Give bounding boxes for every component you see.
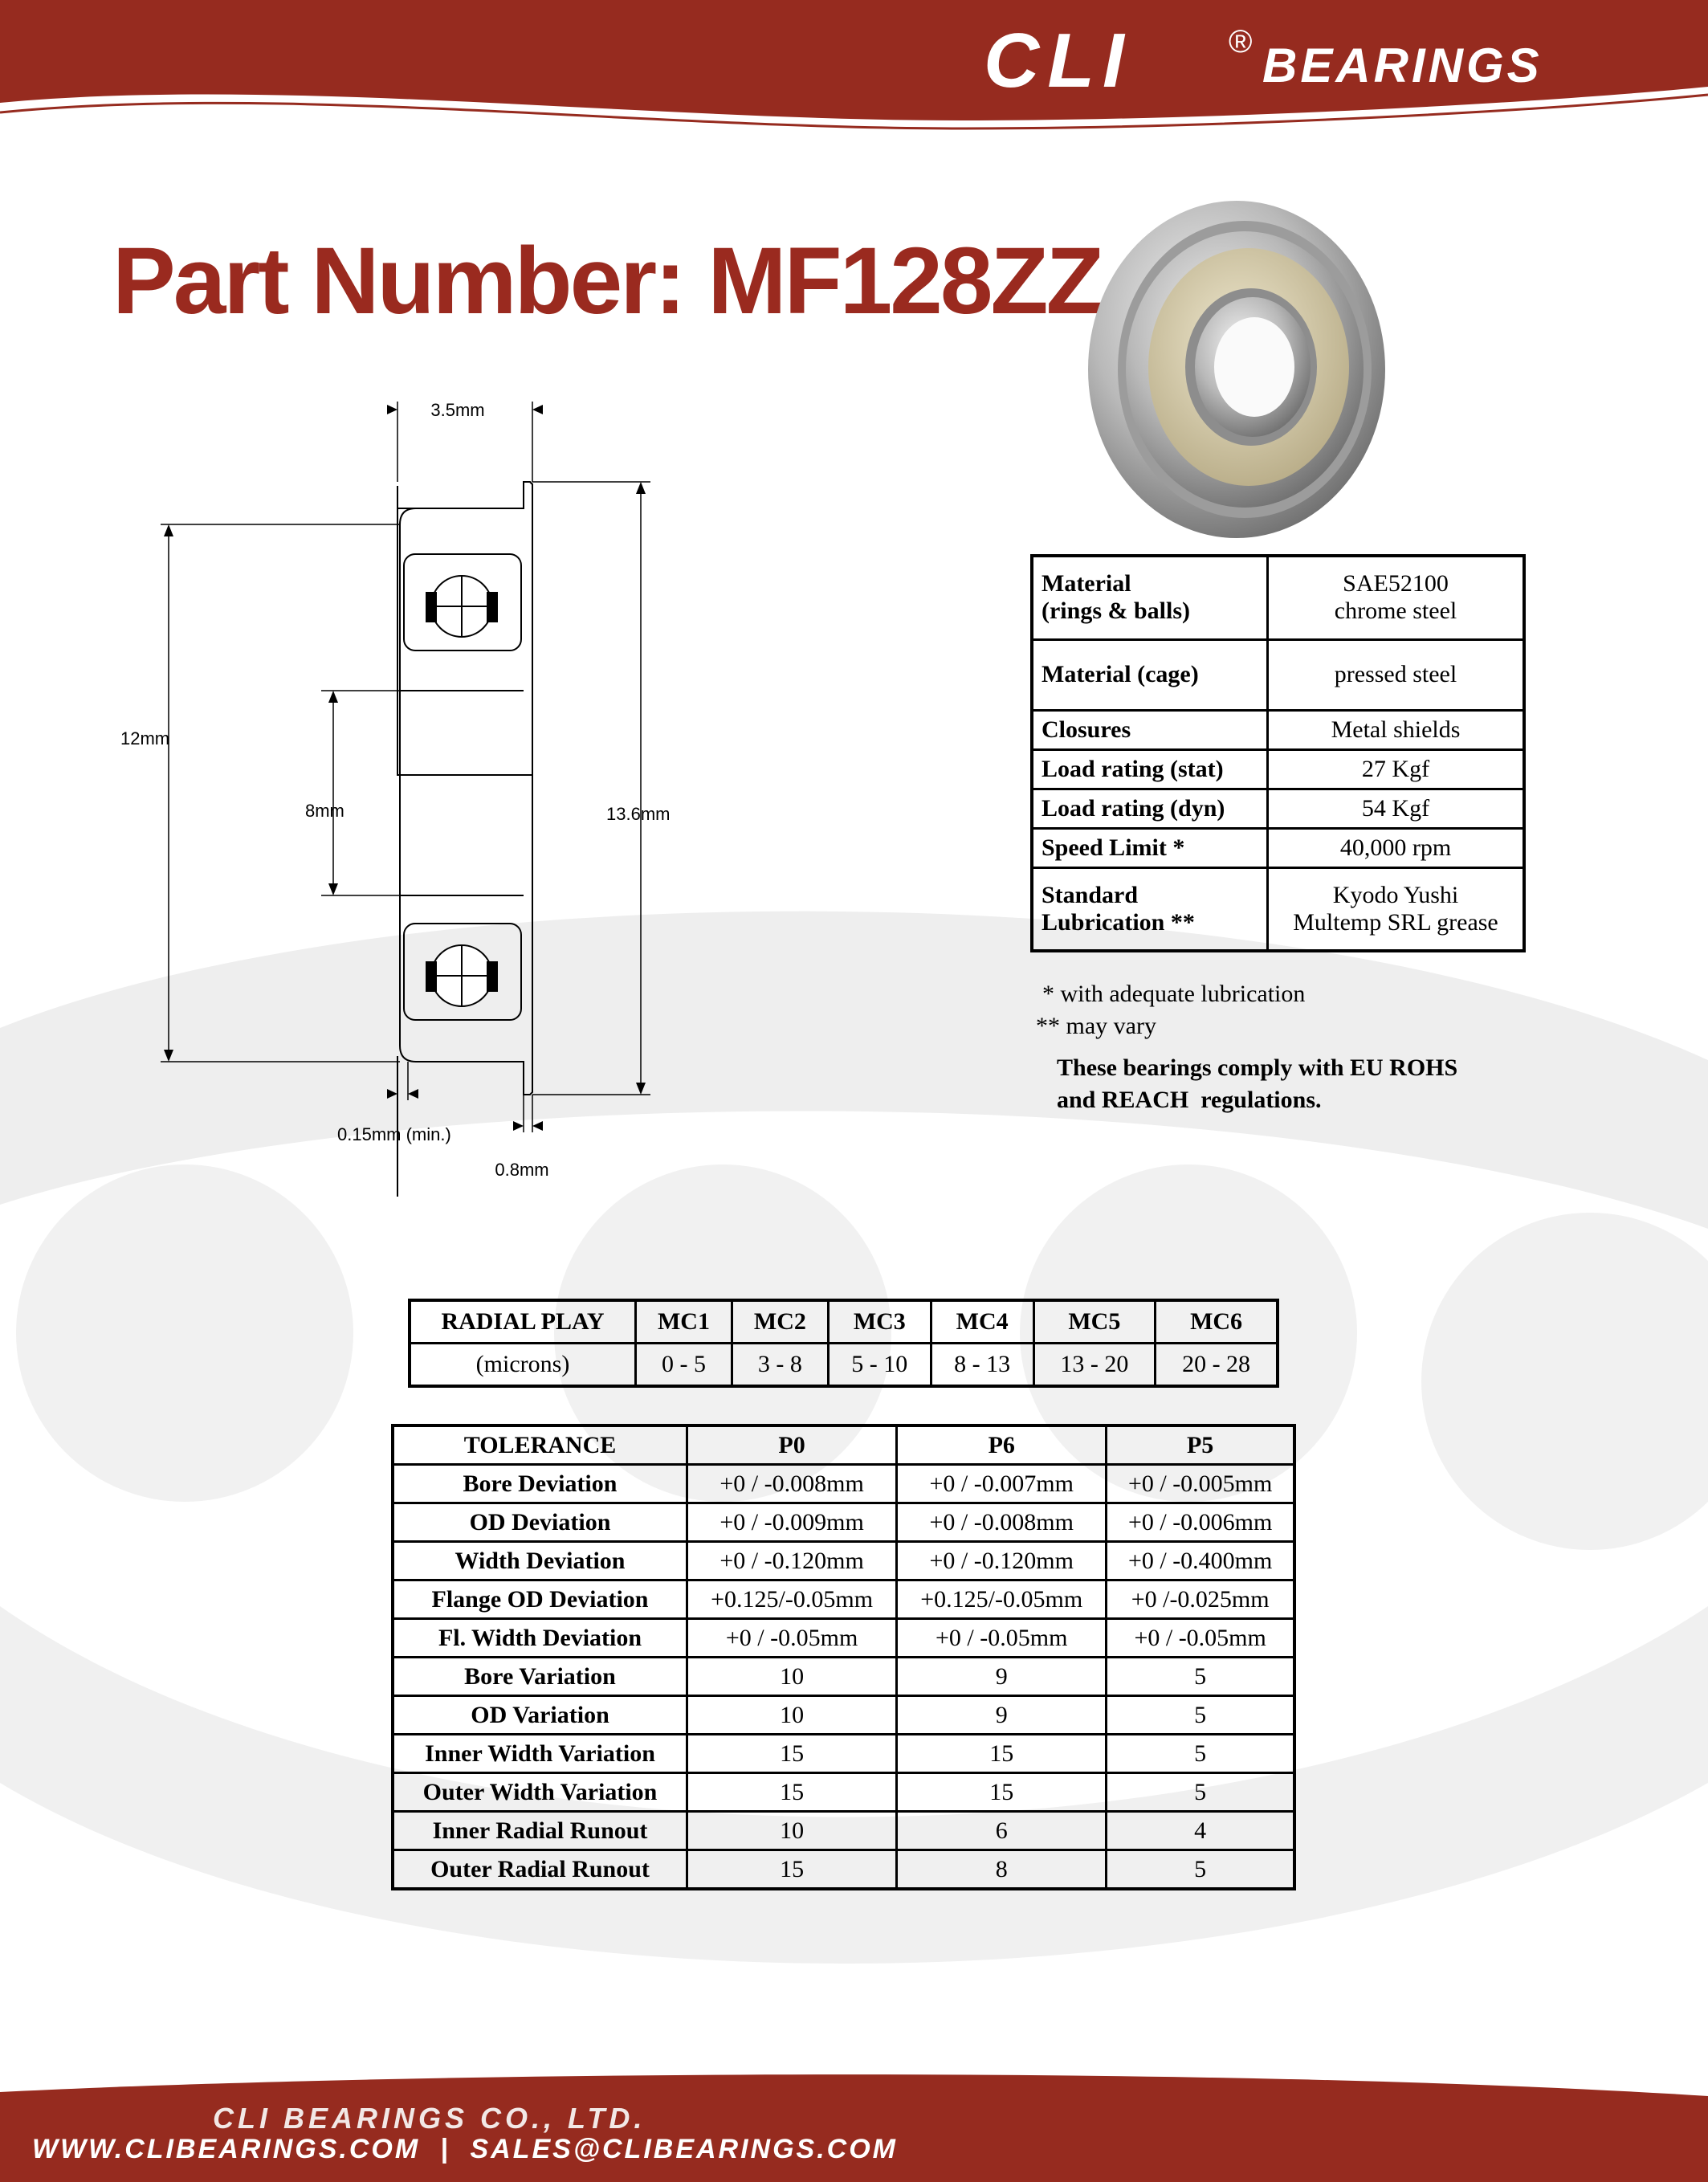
spec-value: Metal shields xyxy=(1268,710,1525,749)
radial-play-cell: 3 - 8 xyxy=(732,1344,828,1387)
spec-label: Closures xyxy=(1032,710,1268,749)
tolerance-row xyxy=(393,1735,1294,1773)
footnote-lubrication: * with adequate lubrication xyxy=(1042,981,1306,1007)
tolerance-header: P0 xyxy=(687,1425,897,1465)
tolerance-cell: 5 xyxy=(1107,1773,1294,1812)
spec-value: Kyodo Yushi Multemp SRL grease xyxy=(1268,867,1525,951)
spec-label: Material (cage) xyxy=(1032,639,1268,710)
tolerance-cell: +0 / -0.120mm xyxy=(687,1542,897,1580)
spec-row xyxy=(1032,639,1524,710)
brand-logo-cli: CLI xyxy=(984,18,1132,104)
radial-play-cell: 5 - 10 xyxy=(828,1344,931,1387)
tolerance-header: P5 xyxy=(1107,1425,1294,1465)
tolerance-label: Inner Width Variation xyxy=(393,1735,687,1773)
spec-value: pressed steel xyxy=(1268,639,1525,710)
spec-label: Standard Lubrication ** xyxy=(1032,867,1268,951)
tolerance-cell: +0 / -0.006mm xyxy=(1107,1503,1294,1542)
spec-label: Load rating (dyn) xyxy=(1032,789,1268,828)
spec-value: 27 Kgf xyxy=(1268,749,1525,789)
radial-play-header: MC6 xyxy=(1156,1300,1278,1344)
radial-play-header: RADIAL PLAY xyxy=(410,1300,636,1344)
tolerance-cell: +0 / -0.05mm xyxy=(897,1619,1107,1658)
footer-company-name: CLI BEARINGS CO., LTD. xyxy=(213,2102,646,2135)
spec-value: 54 Kgf xyxy=(1268,789,1525,828)
tolerance-cell: 10 xyxy=(687,1658,897,1696)
tolerance-cell: 15 xyxy=(687,1735,897,1773)
dim-flange-width-label: 0.8mm xyxy=(495,1160,549,1180)
spec-row xyxy=(1032,710,1524,749)
tolerance-cell: +0 / -0.05mm xyxy=(687,1619,897,1658)
tolerance-cell: +0.125/-0.05mm xyxy=(687,1580,897,1619)
specification-table xyxy=(1030,554,1526,952)
tolerance-cell: 5 xyxy=(1107,1696,1294,1735)
tolerance-cell: +0 / -0.008mm xyxy=(687,1465,897,1503)
tolerance-label: Inner Radial Runout xyxy=(393,1812,687,1850)
tolerance-cell: +0 / -0.009mm xyxy=(687,1503,897,1542)
compliance-statement: These bearings comply with EU ROHS and REACH regulations. xyxy=(1057,1054,1458,1113)
tolerance-table xyxy=(391,1424,1296,1890)
radial-play-cell: 8 - 13 xyxy=(931,1344,1033,1387)
radial-play-cell: 13 - 20 xyxy=(1033,1344,1156,1387)
tolerance-cell: 5 xyxy=(1107,1850,1294,1890)
tolerance-label: Width Deviation xyxy=(393,1542,687,1580)
tolerance-row xyxy=(393,1812,1294,1850)
tolerance-cell: +0 /-0.025mm xyxy=(1107,1580,1294,1619)
tolerance-cell: 5 xyxy=(1107,1735,1294,1773)
spec-row xyxy=(1032,789,1524,828)
tolerance-cell: +0 / -0.400mm xyxy=(1107,1542,1294,1580)
dim-bore-label: 8mm xyxy=(305,801,344,821)
tolerance-label: OD Deviation xyxy=(393,1503,687,1542)
tolerance-row xyxy=(393,1465,1294,1503)
tolerance-row xyxy=(393,1503,1294,1542)
spec-value: SAE52100 chrome steel xyxy=(1268,556,1525,639)
tolerance-label: Bore Deviation xyxy=(393,1465,687,1503)
footer-contact-link[interactable]: WWW.CLIBEARINGS.COM | SALES@CLIBEARINGS.COM xyxy=(32,2134,899,2164)
dim-width-label: 3.5mm xyxy=(430,400,485,420)
tolerance-cell: 8 xyxy=(897,1850,1107,1890)
tolerance-cell: 10 xyxy=(687,1696,897,1735)
radial-play-header: MC2 xyxy=(732,1300,828,1344)
tolerance-header-row xyxy=(393,1425,1294,1465)
dim-chamfer-label: 0.15mm (min.) xyxy=(337,1124,451,1144)
tolerance-row xyxy=(393,1850,1294,1890)
tolerance-header: P6 xyxy=(897,1425,1107,1465)
radial-play-header: MC1 xyxy=(636,1300,732,1344)
tolerance-cell: +0 / -0.005mm xyxy=(1107,1465,1294,1503)
tolerance-header: TOLERANCE xyxy=(393,1425,687,1465)
tolerance-cell: +0.125/-0.05mm xyxy=(897,1580,1107,1619)
tolerance-row xyxy=(393,1773,1294,1812)
tolerance-label: Bore Variation xyxy=(393,1658,687,1696)
radial-play-cell: (microns) xyxy=(410,1344,636,1387)
radial-play-header: MC5 xyxy=(1033,1300,1156,1344)
dim-flange-od-label: 13.6mm xyxy=(606,804,671,824)
tolerance-label: Flange OD Deviation xyxy=(393,1580,687,1619)
tolerance-cell: 15 xyxy=(897,1735,1107,1773)
tolerance-label: Fl. Width Deviation xyxy=(393,1619,687,1658)
brand-registered-mark: ® xyxy=(1229,24,1258,59)
spec-label: Material (rings & balls) xyxy=(1032,556,1268,639)
spec-row xyxy=(1032,749,1524,789)
tolerance-cell: 15 xyxy=(897,1773,1107,1812)
spec-row xyxy=(1032,556,1524,639)
brand-logo-bearings: BEARINGS xyxy=(1262,39,1543,92)
spec-row xyxy=(1032,828,1524,867)
tolerance-label: Outer Width Variation xyxy=(393,1773,687,1812)
tolerance-cell: +0 / -0.008mm xyxy=(897,1503,1107,1542)
tolerance-cell: +0 / -0.05mm xyxy=(1107,1619,1294,1658)
bearing-cross-section-diagram xyxy=(120,394,723,1189)
spec-label: Load rating (stat) xyxy=(1032,749,1268,789)
tolerance-cell: 15 xyxy=(687,1850,897,1890)
tolerance-label: OD Variation xyxy=(393,1696,687,1735)
tolerance-row xyxy=(393,1542,1294,1580)
radial-play-header-row xyxy=(410,1300,1278,1344)
footnote-may-vary: ** may vary xyxy=(1036,1013,1156,1039)
bearing-product-image xyxy=(1076,197,1397,550)
tolerance-row xyxy=(393,1580,1294,1619)
tolerance-cell: +0 / -0.007mm xyxy=(897,1465,1107,1503)
spec-label: Speed Limit * xyxy=(1032,828,1268,867)
radial-play-header: MC3 xyxy=(828,1300,931,1344)
upper-ball-assembly xyxy=(426,576,498,637)
radial-play-cell: 20 - 28 xyxy=(1156,1344,1278,1387)
spec-value: 40,000 rpm xyxy=(1268,828,1525,867)
tolerance-cell: 6 xyxy=(897,1812,1107,1850)
tolerance-row xyxy=(393,1696,1294,1735)
tolerance-cell: 10 xyxy=(687,1812,897,1850)
lower-ball-assembly xyxy=(426,945,498,1006)
tolerance-cell: +0 / -0.120mm xyxy=(897,1542,1107,1580)
tolerance-cell: 4 xyxy=(1107,1812,1294,1850)
radial-play-values-row xyxy=(410,1344,1278,1387)
tolerance-cell: 9 xyxy=(897,1658,1107,1696)
radial-play-cell: 0 - 5 xyxy=(636,1344,732,1387)
part-number-title: Part Number: MF128ZZ xyxy=(112,228,1102,334)
dim-od-label: 12mm xyxy=(120,728,170,748)
tolerance-cell: 15 xyxy=(687,1773,897,1812)
radial-play-table xyxy=(408,1299,1279,1388)
tolerance-label: Outer Radial Runout xyxy=(393,1850,687,1890)
tolerance-row xyxy=(393,1619,1294,1658)
tolerance-cell: 9 xyxy=(897,1696,1107,1735)
tolerance-row xyxy=(393,1658,1294,1696)
radial-play-header: MC4 xyxy=(931,1300,1033,1344)
tolerance-cell: 5 xyxy=(1107,1658,1294,1696)
spec-row xyxy=(1032,867,1524,951)
